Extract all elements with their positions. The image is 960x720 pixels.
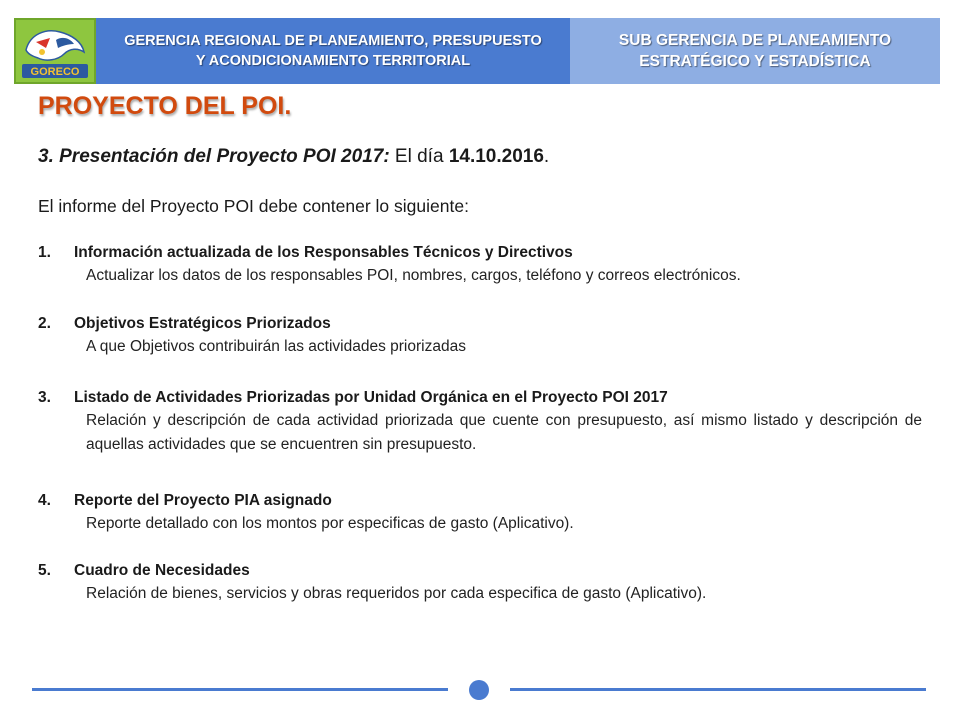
item-description: Relación de bienes, servicios y obras requeridos por cada especifica de gasto (Aplicativo).	[86, 585, 707, 602]
left-banner-line2: Y ACONDICIONAMIENTO TERRITORIAL	[195, 53, 471, 69]
intro-text: El informe del Proyecto POI debe contener lo siguiente:	[38, 196, 469, 216]
item-title: Listado de Actividades Priorizadas por Unidad Orgánica en el Proyecto POI 2017	[74, 389, 668, 406]
item-number: 4.	[38, 492, 51, 509]
section-text: El día	[389, 146, 449, 167]
right-banner-line2: ESTRATÉGICO Y ESTADÍSTICA	[639, 53, 871, 70]
left-header-banner	[96, 18, 570, 84]
item-title: Cuadro de Necesidades	[74, 562, 250, 579]
right-header-banner	[570, 18, 940, 84]
item-number: 2.	[38, 315, 51, 332]
section-heading	[38, 146, 549, 168]
list-item-1	[38, 241, 922, 288]
right-banner-line1: SUB GERENCIA DE PLANEAMIENTO	[618, 32, 892, 49]
gorehco-logo	[14, 18, 96, 84]
item-description: Relación y descripción de cada actividad priorizada que cuente con presupuesto, así mismo listado y descripción de aquellas actividades que se encuentren sin presupuesto.	[86, 412, 922, 453]
list-item-5	[38, 559, 922, 606]
list-item-4	[38, 489, 922, 536]
section-suffix: .	[543, 146, 550, 167]
item-description: Actualizar los datos de los responsables POI, nombres, cargos, teléfono y correos electrónicos.	[86, 267, 741, 284]
item-description: Reporte detallado con los montos por especificas de gasto (Aplicativo).	[86, 515, 574, 532]
footer-divider-left	[32, 688, 448, 691]
item-number: 5.	[38, 562, 51, 579]
item-title: Objetivos Estratégicos Priorizados	[74, 315, 331, 332]
list-item-3	[38, 386, 922, 457]
footer-divider-right	[510, 688, 926, 691]
logo-text: GORECO	[30, 66, 80, 78]
section-label: 3. Presentación del Proyecto POI 2017:	[38, 146, 390, 167]
page-title: PROYECTO DEL POI.	[38, 92, 292, 120]
footer-dot	[469, 680, 489, 700]
item-number: 3.	[38, 389, 51, 406]
section-date: 14.10.2016	[448, 146, 544, 167]
item-title: Información actualizada de los Responsables Técnicos y Directivos	[74, 244, 573, 261]
left-banner-line1: GERENCIA REGIONAL DE PLANEAMIENTO, PRESUPUESTO	[124, 33, 542, 49]
item-number: 1.	[38, 244, 51, 261]
item-description: A que Objetivos contribuirán las actividades priorizadas	[86, 338, 466, 355]
item-title: Reporte del Proyecto PIA asignado	[74, 492, 332, 509]
list-item-2	[38, 312, 922, 359]
